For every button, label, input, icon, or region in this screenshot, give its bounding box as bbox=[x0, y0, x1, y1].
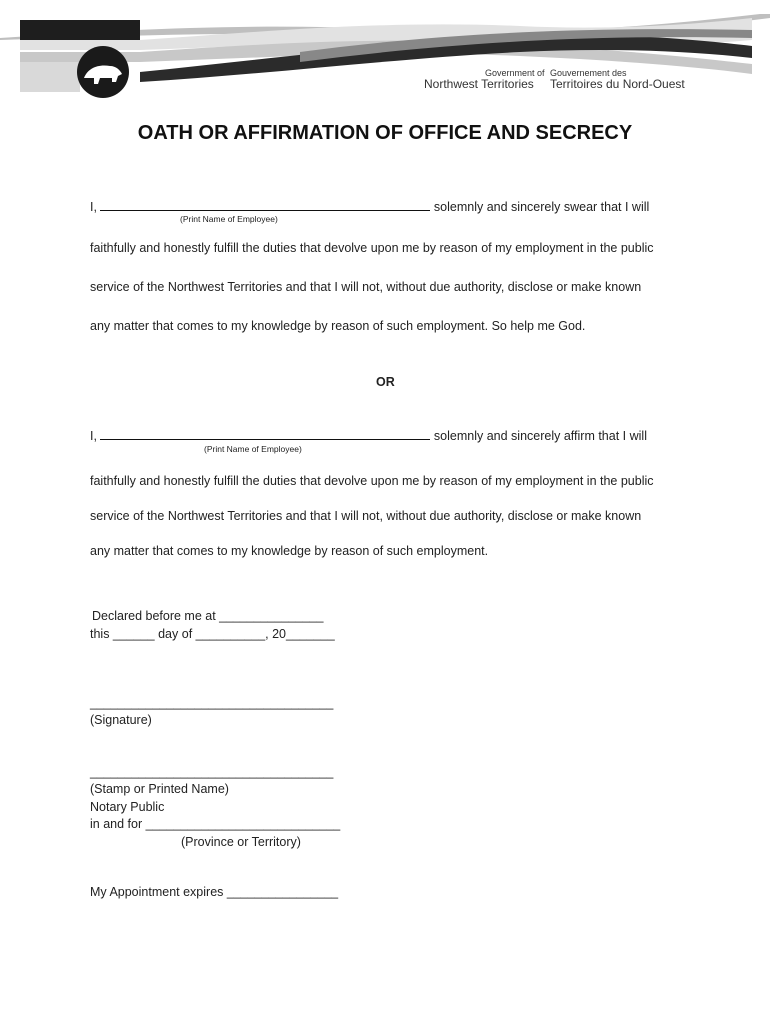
this-day-line: this ______ day of __________, 20_______ bbox=[90, 627, 335, 641]
affirm-line-2: service of the Northwest Territories and that I will not, without due authority, disclose or make known bbox=[90, 509, 642, 523]
affirm-suffix: solemnly and sincerely affirm that I will bbox=[433, 429, 647, 443]
affirm-line-1: faithfully and honestly fulfill the duties that devolve upon me by reason of my employment in the public bbox=[90, 474, 654, 488]
gov-fr-big: Territoires du Nord-Ouest bbox=[550, 77, 685, 91]
oath-line-1: faithfully and honestly fulfill the duties that devolve upon me by reason of my employment in the public bbox=[90, 241, 654, 255]
page-title: OATH OR AFFIRMATION OF OFFICE AND SECRECY bbox=[137, 122, 633, 144]
notary-public-label: Notary Public bbox=[90, 800, 165, 814]
stamp-label: (Stamp or Printed Name) bbox=[90, 782, 229, 796]
affirm-name-line bbox=[90, 427, 647, 443]
gov-en-small: Government of bbox=[485, 68, 545, 78]
appointment-expires: My Appointment expires ________________ bbox=[90, 885, 339, 899]
affirm-name-caption: (Print Name of Employee) bbox=[204, 444, 302, 454]
signature-label: (Signature) bbox=[90, 713, 152, 727]
stamp-line[interactable]: ___________________________________ bbox=[90, 765, 334, 779]
gov-en-big: Northwest Territories bbox=[424, 77, 534, 91]
oath-name-line bbox=[90, 198, 649, 214]
oath-name-blank[interactable] bbox=[100, 198, 430, 211]
affirm-line-3: any matter that comes to my knowledge by reason of such employment. bbox=[90, 544, 489, 558]
signature-line[interactable]: ___________________________________ bbox=[90, 696, 334, 710]
gov-fr-small: Gouvernement des bbox=[550, 68, 627, 78]
affirm-name-blank[interactable] bbox=[100, 427, 430, 440]
oath-line-2: service of the Northwest Territories and that I will not, without due authority, disclose or make known bbox=[90, 280, 642, 294]
oath-prefix: I, bbox=[90, 200, 97, 214]
oath-suffix: solemnly and sincerely swear that I will bbox=[433, 200, 650, 214]
declared-before-me: Declared before me at _______________ bbox=[92, 609, 324, 623]
oath-name-caption: (Print Name of Employee) bbox=[180, 214, 278, 224]
in-and-for-line: in and for ____________________________ bbox=[90, 817, 341, 831]
or-label: OR bbox=[376, 375, 395, 389]
affirm-prefix: I, bbox=[90, 429, 97, 443]
header-banner bbox=[0, 0, 770, 110]
oath-line-3: any matter that comes to my knowledge by reason of such employment. So help me God. bbox=[90, 319, 586, 333]
province-label: (Province or Territory) bbox=[181, 835, 301, 849]
